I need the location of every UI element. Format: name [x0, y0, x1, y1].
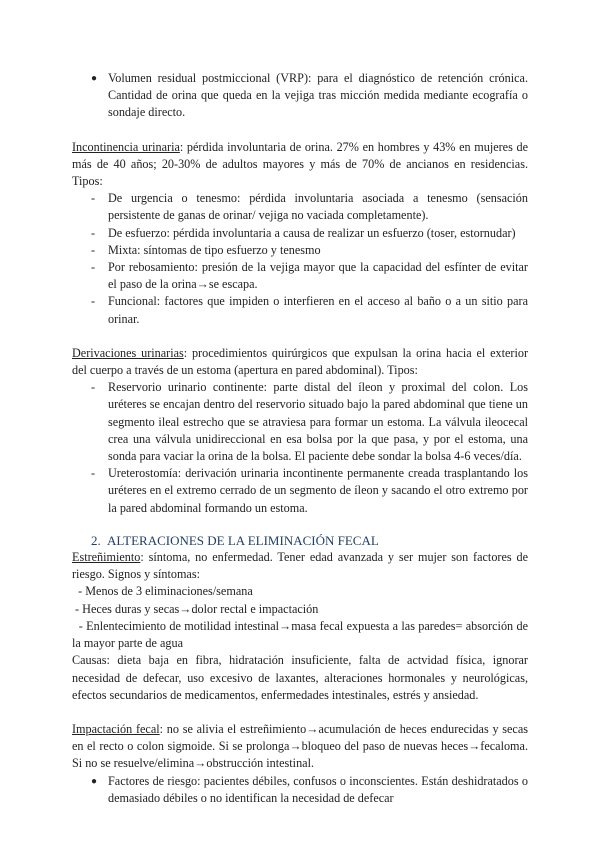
- dash-icon: -: [91, 225, 96, 240]
- list-item-incontinencia-2: [72, 225, 528, 242]
- list-item-text: De urgencia o tenesmo: pérdida involuntaria asociada a tenesmo (sensación persistente de ganas de orinar/ vejiga no vaciada completamente).: [108, 191, 528, 223]
- dash-icon: -: [91, 242, 96, 257]
- list-item-text: Funcional: factores que impiden o interfieren en el acceso al baño o a un sitio para orinar.: [108, 294, 528, 326]
- list-item-incontinencia-5: [72, 293, 528, 327]
- causas-paragraph: Causas: dieta baja en fibra, hidratación insuficiente, falta de actvidad física, ignorar necesidad de defecar, uso excesivo de laxantes, alteraciones hormonales y neurológicas, efectos secundarios de medicamentos, enfermedades intestinales, estrés y ansiedad.: [72, 653, 528, 702]
- list-item-text: Por rebosamiento: presión de la vejiga mayor que la capacidad del esfínter de evitar el paso de la orina→se escapa.: [108, 260, 528, 292]
- list-item-text: Ureterostomía: derivación urinaria incontinente permanente creada trasplantando los uréteres en el extremo cerrado de un segmento de íleon y sacando el otro extremo por la pared abdominal formando un estoma.: [108, 466, 528, 515]
- list-item-incontinencia-4: [72, 259, 528, 293]
- estrenimiento-paragraph: [72, 549, 528, 583]
- impactacion-paragraph: [72, 721, 528, 773]
- list-item-text: De esfuerzo: pérdida involuntaria a causa de realizar un esfuerzo (toser, estornudar): [108, 225, 516, 240]
- list-item-text: Reservorio urinario continente: parte distal del íleon y proximal del colon. Los uréteres se encajan dentro del reservorio situado bajo la pared abdominal que tiene un segmento ileal estrecho que se atraviesa para formar un estoma. La válvula ileocecal crea una válvula unidireccional en esa bolsa por la que pasa, y por el estoma, una sonda para vaciar la orina de la bolsa. El paciente debe sondar la bolsa 4-6 veces/día.: [108, 380, 528, 464]
- impactacion-text: : no se alivia el estreñimiento→acumulación de heces endurecidas y secas en el recto o colon sigmoide. Si se prolonga→bloqueo del paso de nuevas heces→fecaloma. Si no se resuelve/elimina→obstrucción intestinal.: [72, 721, 528, 771]
- vrp-text: Volumen residual postmiccional (VRP): para el diagnóstico de retención crónica. Cantidad de orina que queda en la vejiga tras micción medida mediante ecografía o sondaje directo.: [108, 71, 528, 120]
- list-item-derivaciones-1: [72, 379, 528, 465]
- derivaciones-paragraph: [72, 345, 528, 379]
- dash-icon: -: [91, 294, 96, 309]
- impactacion-term: Impactación fecal: [72, 721, 160, 736]
- factores-text: Factores de riesgo: pacientes débiles, confusos o inconscientes. Están deshidratados o demasiado débiles o no identifican la necesidad de defecar: [108, 773, 528, 805]
- incontinencia-text: : pérdida involuntaria de orina. 27% en hombres y 43% en mujeres de más de 40 años; 20-30% de adultos mayores y más de 70% de ancianos en residencias. Tipos:: [72, 139, 528, 189]
- estrenimiento-line-1: - Menos de 3 eliminaciones/semana: [72, 584, 253, 599]
- list-item-text: Mixta: síntomas de tipo esfuerzo y tenesmo: [108, 242, 321, 257]
- section-number: 2.: [91, 532, 101, 548]
- dash-icon: -: [91, 191, 96, 206]
- incontinencia-paragraph: [72, 139, 528, 191]
- bullet-icon: ●: [91, 775, 98, 787]
- estrenimiento-term: Estreñimiento: [72, 550, 141, 565]
- dash-icon: -: [91, 466, 96, 481]
- derivaciones-text: : procedimientos quirúrgicos que expulsan la orina hacia el exterior del cuerpo a través de un estoma (apertura en pared abdominal). Tipos:: [72, 345, 529, 378]
- section-title: ALTERACIONES DE LA ELIMINACIÓN FECAL: [107, 532, 379, 548]
- bullet-item-factores: [72, 773, 528, 807]
- list-item-incontinencia-3: [72, 242, 528, 259]
- estrenimiento-line-2: - Heces duras y secas→dolor rectal e impactación: [72, 601, 319, 616]
- list-item-incontinencia-1: [72, 190, 528, 224]
- bullet-icon: ●: [91, 73, 98, 84]
- list-item-derivaciones-2: [72, 465, 528, 517]
- dash-icon: -: [91, 380, 96, 395]
- incontinencia-term: Incontinencia urinaria: [72, 139, 180, 154]
- estrenimiento-text: : síntoma, no enfermedad. Tener edad avanzada y ser mujer son factores de riesgo. Signos y síntomas:: [72, 550, 528, 582]
- bullet-item-vrp: [72, 70, 528, 122]
- dash-icon: -: [91, 260, 96, 275]
- estrenimiento-line-3: - Enlentecimiento de motilidad intestinal→masa fecal expuesta a las paredes= absorción de la mayor parte de agua: [72, 618, 532, 651]
- derivaciones-term: Derivaciones urinarias: [72, 345, 184, 360]
- section-heading: [72, 532, 528, 549]
